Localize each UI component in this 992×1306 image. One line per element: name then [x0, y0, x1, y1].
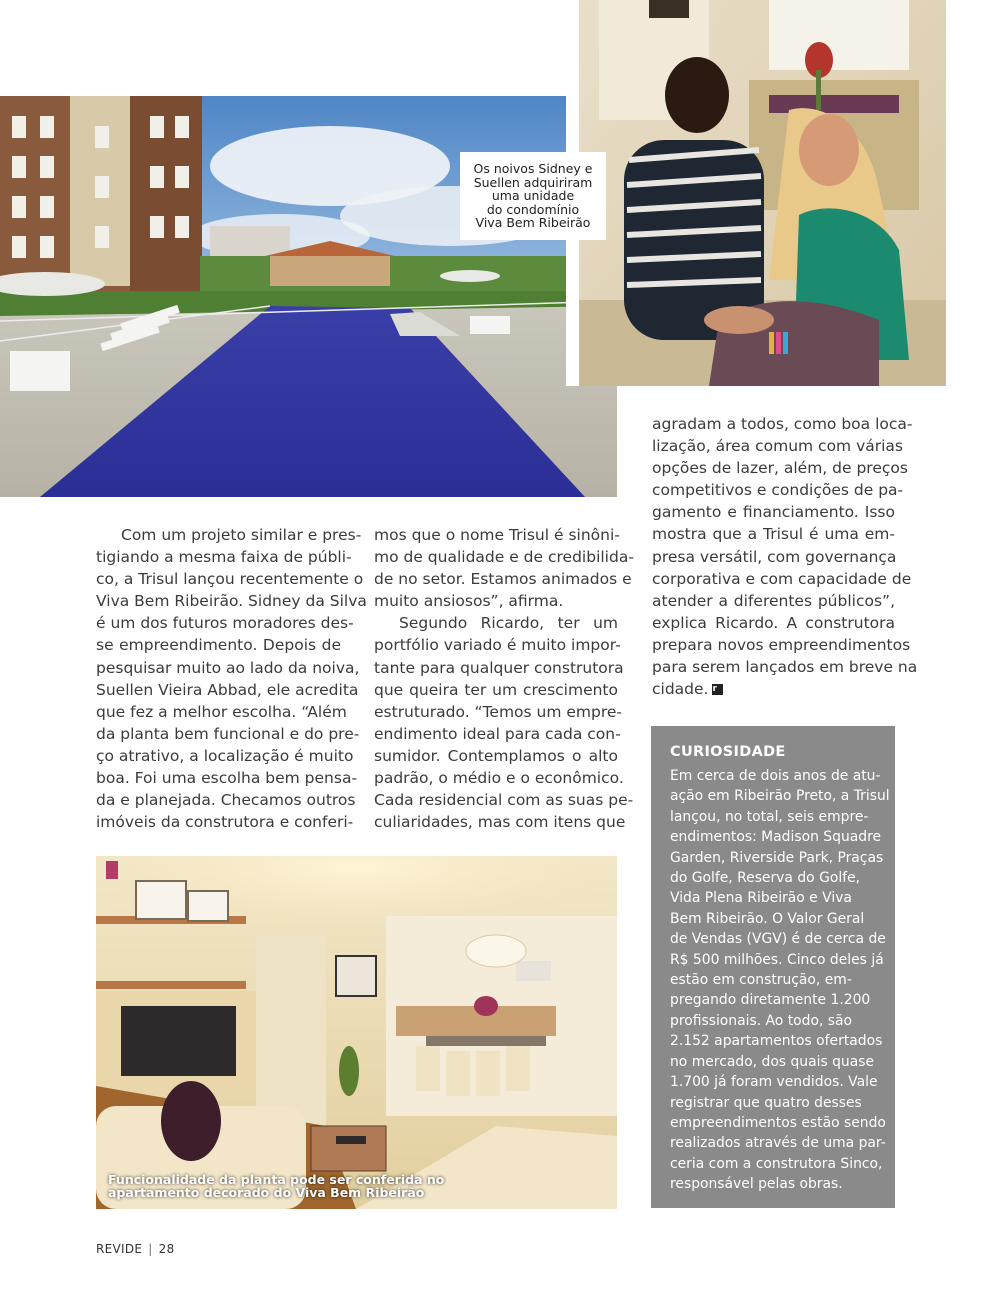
article-column-2: [374, 524, 634, 833]
text-line: culiaridades, mas com itens que: [374, 813, 626, 832]
text-line: co, a Trisul lançou recentemente o: [96, 570, 364, 589]
text-line: que queira ter um crescimento: [374, 680, 618, 699]
couple-photo: [566, 0, 946, 386]
text-line: padrão, o médio e o econômico.: [374, 769, 624, 788]
text-line: atender a diferentes públicos”,: [652, 591, 895, 610]
couple-caption-line: do condomínio: [486, 201, 580, 217]
text-line: prepara novos empreendimentos: [652, 635, 911, 654]
curio-line: pregando diretamente 1.200: [670, 992, 871, 1009]
curio-line: empreendimentos estão sendo: [670, 1114, 886, 1131]
curio-line: Bem Ribeirão. O Valor Geral: [670, 910, 865, 927]
room-caption: [108, 1173, 444, 1199]
room-caption-line: apartamento decorado do Viva Bem Ribeirão: [108, 1185, 425, 1200]
text-line: mo de qualidade e de credibilida-: [374, 548, 634, 567]
text-line: lização, área comum com várias: [652, 437, 904, 456]
text-line: mostra que a Trisul é uma em-: [652, 525, 895, 544]
text-line: estruturado. “Temos um empre-: [374, 702, 623, 721]
curio-line: realizados através de uma par-: [670, 1135, 886, 1152]
curio-line: ação em Ribeirão Preto, a Trisul: [670, 788, 890, 805]
text-line: gamento e financiamento. Isso: [652, 503, 895, 522]
curio-line: Em cerca de dois anos de atu-: [670, 768, 881, 784]
curio-line: do Golfe, Reserva do Golfe,: [670, 870, 861, 887]
curio-line: R$ 500 milhões. Cinco deles já: [670, 951, 884, 968]
curio-line: Garden, Riverside Park, Praças: [670, 849, 884, 866]
text-line: ço atrativo, a localização é muito: [96, 746, 354, 765]
curio-line: endimentos: Madison Squadre: [670, 829, 882, 846]
text-line: presa versátil, com governança: [652, 547, 897, 566]
footer-separator: |: [148, 1242, 153, 1256]
couple-caption-line: Os noivos Sidney e: [473, 161, 593, 176]
curio-line: 2.152 apartamentos ofertados: [670, 1033, 883, 1050]
text-line: opções de lazer, além, de preços: [652, 459, 908, 478]
page-footer: [96, 1242, 175, 1256]
text-line: endimento ideal para cada con-: [374, 724, 621, 743]
curio-line: no mercado, dos quais quase: [670, 1053, 875, 1070]
text-line: da planta bem funcional e do pre-: [96, 724, 360, 743]
curio-line: Vida Plena Ribeirão e Viva: [670, 890, 852, 907]
text-line: competitivos e condições de pa-: [652, 481, 904, 500]
couple-caption-line: uma unidade: [491, 188, 575, 203]
curiosidade-body: [670, 766, 890, 1195]
text-line: boa. Foi uma escolha bem pensa-: [96, 769, 358, 788]
curio-line: profissionais. Ao todo, são: [670, 1012, 853, 1029]
text-line: sumidor. Contemplamos o alto: [374, 746, 618, 765]
curio-line: 1.700 já foram vendidos. Vale: [670, 1074, 878, 1091]
curiosidade-heading: CURIOSIDADE: [670, 744, 786, 760]
page-number: 28: [158, 1242, 175, 1256]
text-line: tigiando a mesma faixa de públi-: [96, 548, 352, 567]
couple-caption-line: Viva Bem Ribeirão: [475, 215, 591, 230]
curio-line: de Vendas (VGV) é de cerca de: [670, 931, 886, 948]
room-caption-line: Funcionalidade da planta pode ser conferida no: [108, 1172, 445, 1187]
living-room-photo: [96, 856, 617, 1209]
text-line: da e planejada. Checamos outros: [96, 791, 356, 810]
text-line: [652, 678, 895, 700]
curiosidade-sidebar: [651, 726, 895, 1208]
text-line: é um dos futuros moradores des-: [96, 614, 354, 633]
text-line: portfólio variado é muito impor-: [374, 636, 621, 655]
article-column-3: [652, 413, 918, 700]
text-line: explica Ricardo. A construtora: [652, 613, 895, 632]
text-line: imóveis da construtora e conferi-: [96, 813, 354, 832]
text-line: pesquisar muito ao lado da noiva,: [96, 658, 360, 677]
text-line: Segundo Ricardo, ter um: [399, 614, 618, 633]
text-line: corporativa e com capacidade de: [652, 569, 912, 588]
text-line: Suellen Vieira Abbad, ele acredita: [96, 680, 359, 699]
magazine-name: REVIDE: [96, 1242, 143, 1256]
couple-caption-line: Suellen adquiriram: [473, 174, 593, 190]
curio-line: responsável pelas obras.: [670, 1176, 843, 1193]
text-line: Cada residencial com as suas pe-: [374, 791, 634, 810]
text-line: de no setor. Estamos animados e: [374, 570, 632, 589]
curio-line: lançou, no total, seis empre-: [670, 808, 869, 825]
curio-line: registrar que quatro desses: [670, 1094, 862, 1111]
text-line-content: cidade.: [652, 680, 709, 699]
text-line: muito ansiosos”, afirma.: [374, 592, 564, 611]
article-column-1: [96, 524, 367, 833]
text-line: agradam a todos, como boa loca-: [652, 415, 913, 433]
text-line: Com um projeto similar e pres-: [121, 526, 362, 544]
text-line: que fez a melhor escolha. “Além: [96, 702, 347, 721]
end-of-article-icon: r: [712, 684, 723, 695]
text-line: se empreendimento. Depois de: [96, 636, 341, 655]
text-line: mos que o nome Trisul é sinôni-: [374, 526, 620, 544]
curio-line: ceria com a construtora Sinco,: [670, 1155, 883, 1172]
text-line: para serem lançados em breve na: [652, 658, 918, 677]
text-line: tante para qualquer construtora: [374, 658, 624, 677]
curio-line: estão em construção, em-: [670, 972, 852, 989]
text-line: Viva Bem Ribeirão. Sidney da Silva: [96, 592, 367, 611]
couple-caption: [460, 152, 606, 240]
